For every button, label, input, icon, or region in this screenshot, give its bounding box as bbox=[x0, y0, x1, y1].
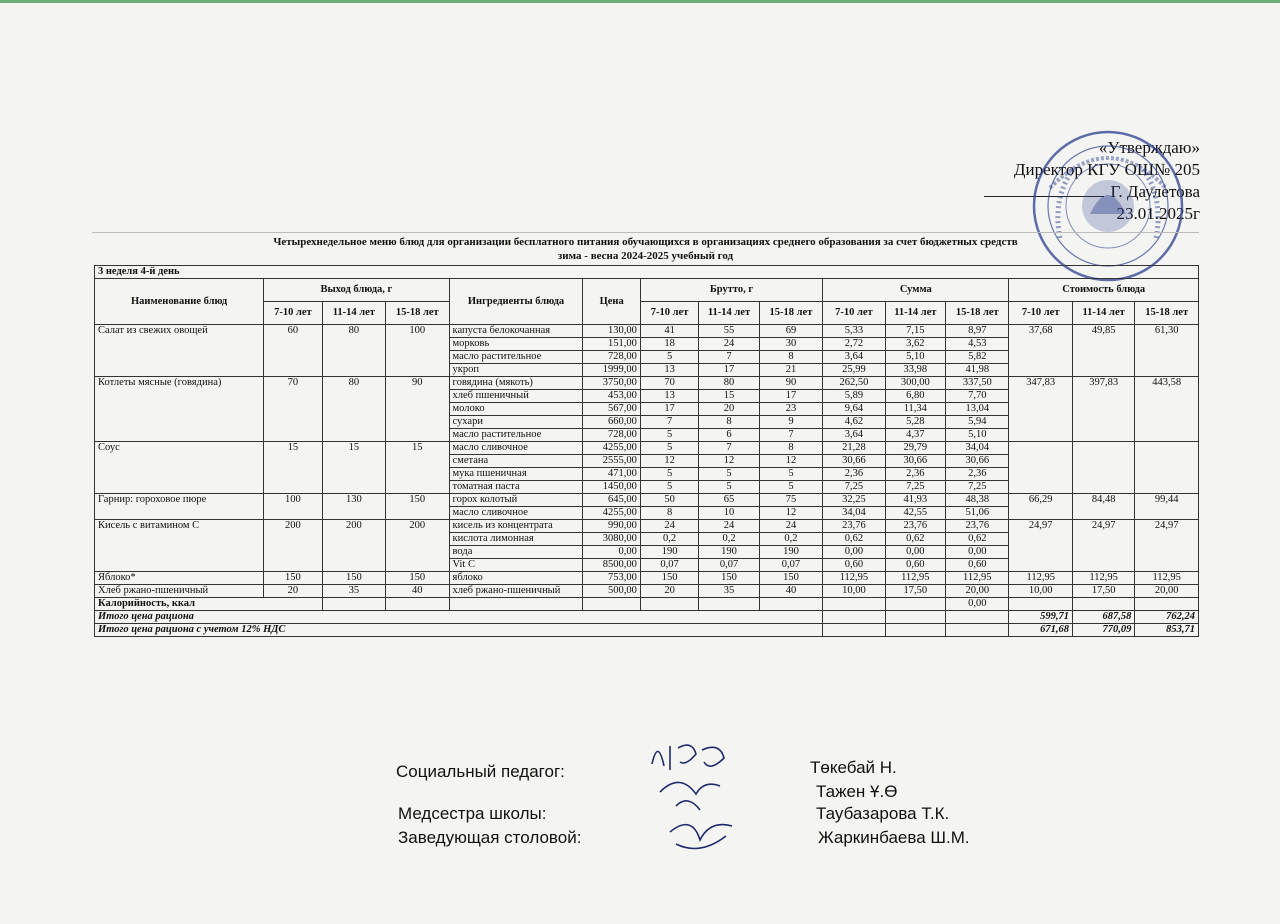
table-row bbox=[95, 520, 1199, 533]
sum-value: 32,25 bbox=[823, 494, 885, 507]
sum-value: 23,76 bbox=[946, 520, 1009, 533]
col-age: 11-14 лет bbox=[322, 302, 385, 325]
dish-output: 60 bbox=[264, 325, 322, 377]
dish-name: Гарнир: гороховое пюре bbox=[95, 494, 264, 520]
sum-value: 5,10 bbox=[885, 351, 945, 364]
ingredient-name: вода bbox=[449, 546, 583, 559]
ingredient-name: сметана bbox=[449, 455, 583, 468]
total-value: 762,24 bbox=[1135, 611, 1199, 624]
col-age: 7-10 лет bbox=[1009, 302, 1072, 325]
dish-output: 40 bbox=[386, 585, 449, 598]
dish-name: Кисель с витамином С bbox=[95, 520, 264, 572]
brutto-value: 17 bbox=[640, 403, 698, 416]
ingredient-price: 4255,00 bbox=[583, 442, 640, 455]
sum-value: 0,60 bbox=[946, 559, 1009, 572]
dish-cost: 112,95 bbox=[1072, 572, 1134, 585]
brutto-value: 0,2 bbox=[640, 533, 698, 546]
sum-value: 7,70 bbox=[946, 390, 1009, 403]
sum-value: 112,95 bbox=[823, 572, 885, 585]
brutto-value: 24 bbox=[759, 520, 822, 533]
sum-value: 7,25 bbox=[946, 481, 1009, 494]
ingredient-name: хлеб пшеничный bbox=[449, 390, 583, 403]
menu-body bbox=[95, 325, 1199, 598]
sum-value: 3,64 bbox=[823, 351, 885, 364]
sum-value: 34,04 bbox=[823, 507, 885, 520]
brutto-value: 5 bbox=[699, 481, 759, 494]
ingredient-price: 753,00 bbox=[583, 572, 640, 585]
brutto-value: 0,07 bbox=[640, 559, 698, 572]
brutto-value: 69 bbox=[759, 325, 822, 338]
dish-cost bbox=[1135, 442, 1199, 494]
top-edge-line bbox=[0, 0, 1280, 3]
total-vat-value: 671,68 bbox=[1009, 624, 1072, 637]
total-vat-value: 853,71 bbox=[1135, 624, 1199, 637]
dish-cost: 24,97 bbox=[1072, 520, 1134, 572]
sum-value: 5,89 bbox=[823, 390, 885, 403]
brutto-value: 0,2 bbox=[759, 533, 822, 546]
table-row bbox=[95, 442, 1199, 455]
brutto-value: 65 bbox=[699, 494, 759, 507]
brutto-value: 50 bbox=[640, 494, 698, 507]
sum-value: 5,28 bbox=[885, 416, 945, 429]
sum-value: 3,64 bbox=[823, 429, 885, 442]
col-age: 7-10 лет bbox=[823, 302, 885, 325]
sum-value: 5,82 bbox=[946, 351, 1009, 364]
sum-value: 5,33 bbox=[823, 325, 885, 338]
brutto-value: 7 bbox=[699, 442, 759, 455]
total-value: 599,71 bbox=[1009, 611, 1072, 624]
brutto-value: 150 bbox=[699, 572, 759, 585]
signature-name: Тажен Ұ.Ө bbox=[816, 782, 898, 801]
brutto-value: 8 bbox=[759, 351, 822, 364]
brutto-value: 10 bbox=[699, 507, 759, 520]
brutto-value: 9 bbox=[759, 416, 822, 429]
approval-director: Директор КГУ ОШ№ 205 bbox=[1013, 160, 1200, 179]
ingredient-price: 0,00 bbox=[583, 546, 640, 559]
sum-value: 41,98 bbox=[946, 364, 1009, 377]
col-price: Цена bbox=[583, 279, 640, 325]
ingredient-price: 567,00 bbox=[583, 403, 640, 416]
signature-name: Төкебай Н. bbox=[810, 758, 897, 777]
brutto-value: 150 bbox=[759, 572, 822, 585]
brutto-value: 5 bbox=[640, 468, 698, 481]
dish-output: 15 bbox=[386, 442, 449, 494]
col-age: 15-18 лет bbox=[759, 302, 822, 325]
ingredient-name: кисель из концентрата bbox=[449, 520, 583, 533]
menu-table bbox=[94, 265, 1199, 637]
sum-value: 0,62 bbox=[823, 533, 885, 546]
sum-value: 33,98 bbox=[885, 364, 945, 377]
brutto-value: 23 bbox=[759, 403, 822, 416]
brutto-value: 190 bbox=[640, 546, 698, 559]
sum-value: 10,00 bbox=[823, 585, 885, 598]
dish-output: 35 bbox=[322, 585, 385, 598]
dish-cost: 20,00 bbox=[1135, 585, 1199, 598]
ingredient-price: 2555,00 bbox=[583, 455, 640, 468]
brutto-value: 30 bbox=[759, 338, 822, 351]
dish-cost: 112,95 bbox=[1009, 572, 1072, 585]
dish-cost: 84,48 bbox=[1072, 494, 1134, 520]
dish-cost: 66,29 bbox=[1009, 494, 1072, 520]
signature-name: Таубазарова Т.К. bbox=[816, 804, 950, 823]
brutto-value: 35 bbox=[699, 585, 759, 598]
table-row bbox=[95, 377, 1199, 390]
sum-value: 21,28 bbox=[823, 442, 885, 455]
brutto-value: 0,07 bbox=[759, 559, 822, 572]
ingredient-price: 1450,00 bbox=[583, 481, 640, 494]
brutto-value: 17 bbox=[759, 390, 822, 403]
sum-value: 41,93 bbox=[885, 494, 945, 507]
dish-output: 100 bbox=[264, 494, 322, 520]
col-age: 11-14 лет bbox=[699, 302, 759, 325]
col-age: 7-10 лет bbox=[640, 302, 698, 325]
sum-value: 25,99 bbox=[823, 364, 885, 377]
sum-value: 9,64 bbox=[823, 403, 885, 416]
ingredient-price: 3750,00 bbox=[583, 377, 640, 390]
ingredient-name: хлеб ржано-пшеничный bbox=[449, 585, 583, 598]
sum-value: 17,50 bbox=[885, 585, 945, 598]
dish-output: 150 bbox=[322, 572, 385, 585]
brutto-value: 24 bbox=[640, 520, 698, 533]
sum-value: 8,97 bbox=[946, 325, 1009, 338]
total-vat-value: 770,09 bbox=[1072, 624, 1134, 637]
dish-cost bbox=[1009, 442, 1072, 494]
dish-cost: 397,83 bbox=[1072, 377, 1134, 442]
dish-cost: 24,97 bbox=[1009, 520, 1072, 572]
sum-value: 42,55 bbox=[885, 507, 945, 520]
approval-heading: «Утверждаю» bbox=[1098, 138, 1200, 157]
dish-output: 80 bbox=[322, 325, 385, 377]
col-age: 7-10 лет bbox=[264, 302, 322, 325]
sum-value: 11,34 bbox=[885, 403, 945, 416]
brutto-value: 21 bbox=[759, 364, 822, 377]
brutto-value: 12 bbox=[640, 455, 698, 468]
dish-output: 150 bbox=[386, 494, 449, 520]
ingredient-price: 3080,00 bbox=[583, 533, 640, 546]
brutto-value: 15 bbox=[699, 390, 759, 403]
brutto-value: 90 bbox=[759, 377, 822, 390]
brutto-value: 20 bbox=[699, 403, 759, 416]
brutto-value: 40 bbox=[759, 585, 822, 598]
dish-cost: 112,95 bbox=[1135, 572, 1199, 585]
brutto-value: 20 bbox=[640, 585, 698, 598]
brutto-value: 17 bbox=[699, 364, 759, 377]
brutto-value: 0,07 bbox=[699, 559, 759, 572]
brutto-value: 150 bbox=[640, 572, 698, 585]
ingredient-name: Vit C bbox=[449, 559, 583, 572]
signature-role: Медсестра школы: bbox=[398, 804, 547, 823]
dish-cost: 347,83 bbox=[1009, 377, 1072, 442]
sum-value: 30,66 bbox=[946, 455, 1009, 468]
brutto-value: 5 bbox=[759, 468, 822, 481]
ingredient-name: масло сливочное bbox=[449, 507, 583, 520]
dish-cost: 61,30 bbox=[1135, 325, 1199, 377]
sum-value: 0,00 bbox=[885, 546, 945, 559]
table-row bbox=[95, 494, 1199, 507]
ingredient-price: 728,00 bbox=[583, 429, 640, 442]
ingredient-price: 8500,00 bbox=[583, 559, 640, 572]
sum-value: 2,36 bbox=[885, 468, 945, 481]
menu-title bbox=[92, 232, 1199, 265]
col-age: 15-18 лет bbox=[946, 302, 1009, 325]
brutto-value: 55 bbox=[699, 325, 759, 338]
brutto-value: 18 bbox=[640, 338, 698, 351]
ingredient-name: мука пшеничная bbox=[449, 468, 583, 481]
ingredient-name: кислота лимонная bbox=[449, 533, 583, 546]
handwritten-signatures bbox=[640, 736, 750, 856]
approval-date: 23.01.2025г bbox=[1116, 204, 1200, 223]
dish-cost: 443,58 bbox=[1135, 377, 1199, 442]
dish-output: 20 bbox=[264, 585, 322, 598]
menu-title-line1: Четырехнедельное меню блюд для организации бесплатного питания обучающихся в организациях среднего образования за счет бюджетных средств bbox=[273, 236, 1018, 248]
sum-value: 5,10 bbox=[946, 429, 1009, 442]
sum-value: 112,95 bbox=[885, 572, 945, 585]
table-row bbox=[95, 585, 1199, 598]
dish-output: 70 bbox=[264, 377, 322, 442]
ingredient-price: 130,00 bbox=[583, 325, 640, 338]
ingredient-price: 660,00 bbox=[583, 416, 640, 429]
ingredient-price: 453,00 bbox=[583, 390, 640, 403]
ingredient-price: 151,00 bbox=[583, 338, 640, 351]
sum-value: 34,04 bbox=[946, 442, 1009, 455]
sum-value: 23,76 bbox=[885, 520, 945, 533]
dish-name: Соус bbox=[95, 442, 264, 494]
brutto-value: 5 bbox=[640, 429, 698, 442]
brutto-value: 5 bbox=[699, 468, 759, 481]
brutto-value: 24 bbox=[699, 338, 759, 351]
brutto-value: 41 bbox=[640, 325, 698, 338]
dish-cost: 99,44 bbox=[1135, 494, 1199, 520]
brutto-value: 24 bbox=[699, 520, 759, 533]
sum-value: 0,60 bbox=[823, 559, 885, 572]
ingredient-name: молоко bbox=[449, 403, 583, 416]
sum-value: 0,00 bbox=[946, 546, 1009, 559]
sum-value: 337,50 bbox=[946, 377, 1009, 390]
dish-name: Яблоко* bbox=[95, 572, 264, 585]
signature-role: Заведующая столовой: bbox=[398, 828, 582, 847]
sum-value: 2,36 bbox=[823, 468, 885, 481]
sum-value: 300,00 bbox=[885, 377, 945, 390]
calories-label: Калорийность, ккал bbox=[95, 598, 323, 611]
menu-title-line2: зима - весна 2024-2025 учебный год bbox=[557, 250, 734, 262]
dish-output: 80 bbox=[322, 377, 385, 442]
brutto-value: 5 bbox=[640, 351, 698, 364]
ingredient-price: 500,00 bbox=[583, 585, 640, 598]
dish-output: 200 bbox=[322, 520, 385, 572]
dish-cost: 49,85 bbox=[1072, 325, 1134, 377]
dish-output: 100 bbox=[386, 325, 449, 377]
dish-output: 130 bbox=[322, 494, 385, 520]
ingredient-name: укроп bbox=[449, 364, 583, 377]
sum-value: 7,25 bbox=[885, 481, 945, 494]
signature-role: Социальный педагог: bbox=[396, 762, 565, 781]
ingredient-price: 728,00 bbox=[583, 351, 640, 364]
dish-cost bbox=[1072, 442, 1134, 494]
brutto-value: 190 bbox=[759, 546, 822, 559]
brutto-value: 75 bbox=[759, 494, 822, 507]
col-ingredients: Ингредиенты блюда bbox=[449, 279, 583, 325]
col-sum: Сумма bbox=[823, 279, 1009, 302]
ingredient-price: 990,00 bbox=[583, 520, 640, 533]
dish-name: Котлеты мясные (говядина) bbox=[95, 377, 264, 442]
sum-value: 13,04 bbox=[946, 403, 1009, 416]
table-row bbox=[95, 572, 1199, 585]
ingredient-price: 645,00 bbox=[583, 494, 640, 507]
dish-cost: 10,00 bbox=[1009, 585, 1072, 598]
brutto-value: 12 bbox=[699, 455, 759, 468]
sum-value: 4,37 bbox=[885, 429, 945, 442]
brutto-value: 7 bbox=[640, 416, 698, 429]
brutto-value: 7 bbox=[759, 429, 822, 442]
sum-value: 4,62 bbox=[823, 416, 885, 429]
week-label: 3 неделя 4-й день bbox=[95, 266, 1199, 279]
ingredient-name: сухари bbox=[449, 416, 583, 429]
dish-output: 90 bbox=[386, 377, 449, 442]
sum-value: 48,38 bbox=[946, 494, 1009, 507]
col-age: 15-18 лет bbox=[386, 302, 449, 325]
dish-output: 15 bbox=[322, 442, 385, 494]
dish-output: 150 bbox=[264, 572, 322, 585]
col-age: 11-14 лет bbox=[885, 302, 945, 325]
sum-value: 7,25 bbox=[823, 481, 885, 494]
brutto-value: 12 bbox=[759, 507, 822, 520]
signature-name: Жаркинбаева Ш.М. bbox=[818, 828, 970, 847]
ingredient-name: масло растительное bbox=[449, 351, 583, 364]
brutto-value: 6 bbox=[699, 429, 759, 442]
brutto-value: 12 bbox=[759, 455, 822, 468]
brutto-value: 0,2 bbox=[699, 533, 759, 546]
col-output: Выход блюда, г bbox=[264, 279, 449, 302]
brutto-value: 13 bbox=[640, 364, 698, 377]
calories-value: 0,00 bbox=[946, 598, 1009, 611]
dish-cost: 17,50 bbox=[1072, 585, 1134, 598]
brutto-value: 8 bbox=[759, 442, 822, 455]
approval-name: Г. Даулетова bbox=[1110, 182, 1200, 201]
dish-output: 200 bbox=[386, 520, 449, 572]
ingredient-name: горох колотый bbox=[449, 494, 583, 507]
col-brutto: Брутто, г bbox=[640, 279, 822, 302]
dish-name: Салат из свежих овощей bbox=[95, 325, 264, 377]
ingredient-price: 1999,00 bbox=[583, 364, 640, 377]
sum-value: 30,66 bbox=[823, 455, 885, 468]
ingredient-name: масло сливочное bbox=[449, 442, 583, 455]
total-label: Итого цена рациона bbox=[95, 611, 823, 624]
brutto-value: 5 bbox=[640, 442, 698, 455]
dish-name: Хлеб ржано-пшеничный bbox=[95, 585, 264, 598]
sum-value: 20,00 bbox=[946, 585, 1009, 598]
table-row bbox=[95, 325, 1199, 338]
ingredient-name: говядина (мякоть) bbox=[449, 377, 583, 390]
sum-value: 2,36 bbox=[946, 468, 1009, 481]
brutto-value: 70 bbox=[640, 377, 698, 390]
brutto-value: 5 bbox=[759, 481, 822, 494]
total-value: 687,58 bbox=[1072, 611, 1134, 624]
sum-value: 3,62 bbox=[885, 338, 945, 351]
ingredient-name: масло растительное bbox=[449, 429, 583, 442]
ingredient-price: 4255,00 bbox=[583, 507, 640, 520]
ingredient-name: морковь bbox=[449, 338, 583, 351]
col-age: 11-14 лет bbox=[1072, 302, 1134, 325]
brutto-value: 8 bbox=[699, 416, 759, 429]
menu-sheet bbox=[92, 232, 1199, 637]
sum-value: 262,50 bbox=[823, 377, 885, 390]
ingredient-name: яблоко bbox=[449, 572, 583, 585]
sum-value: 30,66 bbox=[885, 455, 945, 468]
brutto-value: 8 bbox=[640, 507, 698, 520]
dish-cost: 37,68 bbox=[1009, 325, 1072, 377]
ingredient-name: капуста белокочанная bbox=[449, 325, 583, 338]
brutto-value: 13 bbox=[640, 390, 698, 403]
sum-value: 0,62 bbox=[946, 533, 1009, 546]
sum-value: 0,00 bbox=[823, 546, 885, 559]
brutto-value: 7 bbox=[699, 351, 759, 364]
sum-value: 51,06 bbox=[946, 507, 1009, 520]
dish-output: 150 bbox=[386, 572, 449, 585]
sum-value: 5,94 bbox=[946, 416, 1009, 429]
col-dish-name: Наименование блюд bbox=[95, 279, 264, 325]
brutto-value: 190 bbox=[699, 546, 759, 559]
brutto-value: 80 bbox=[699, 377, 759, 390]
sum-value: 2,72 bbox=[823, 338, 885, 351]
dish-output: 200 bbox=[264, 520, 322, 572]
brutto-value: 5 bbox=[640, 481, 698, 494]
dish-cost: 24,97 bbox=[1135, 520, 1199, 572]
sum-value: 23,76 bbox=[823, 520, 885, 533]
sum-value: 29,79 bbox=[885, 442, 945, 455]
dish-output: 15 bbox=[264, 442, 322, 494]
col-cost: Стоимость блюда bbox=[1009, 279, 1199, 302]
sum-value: 0,60 bbox=[885, 559, 945, 572]
sum-value: 7,15 bbox=[885, 325, 945, 338]
col-age: 15-18 лет bbox=[1135, 302, 1199, 325]
sum-value: 0,62 bbox=[885, 533, 945, 546]
ingredient-name: томатная паста bbox=[449, 481, 583, 494]
sum-value: 4,53 bbox=[946, 338, 1009, 351]
ingredient-price: 471,00 bbox=[583, 468, 640, 481]
total-vat-label: Итого цена рациона с учетом 12% НДС bbox=[95, 624, 823, 637]
sum-value: 6,80 bbox=[885, 390, 945, 403]
sum-value: 112,95 bbox=[946, 572, 1009, 585]
